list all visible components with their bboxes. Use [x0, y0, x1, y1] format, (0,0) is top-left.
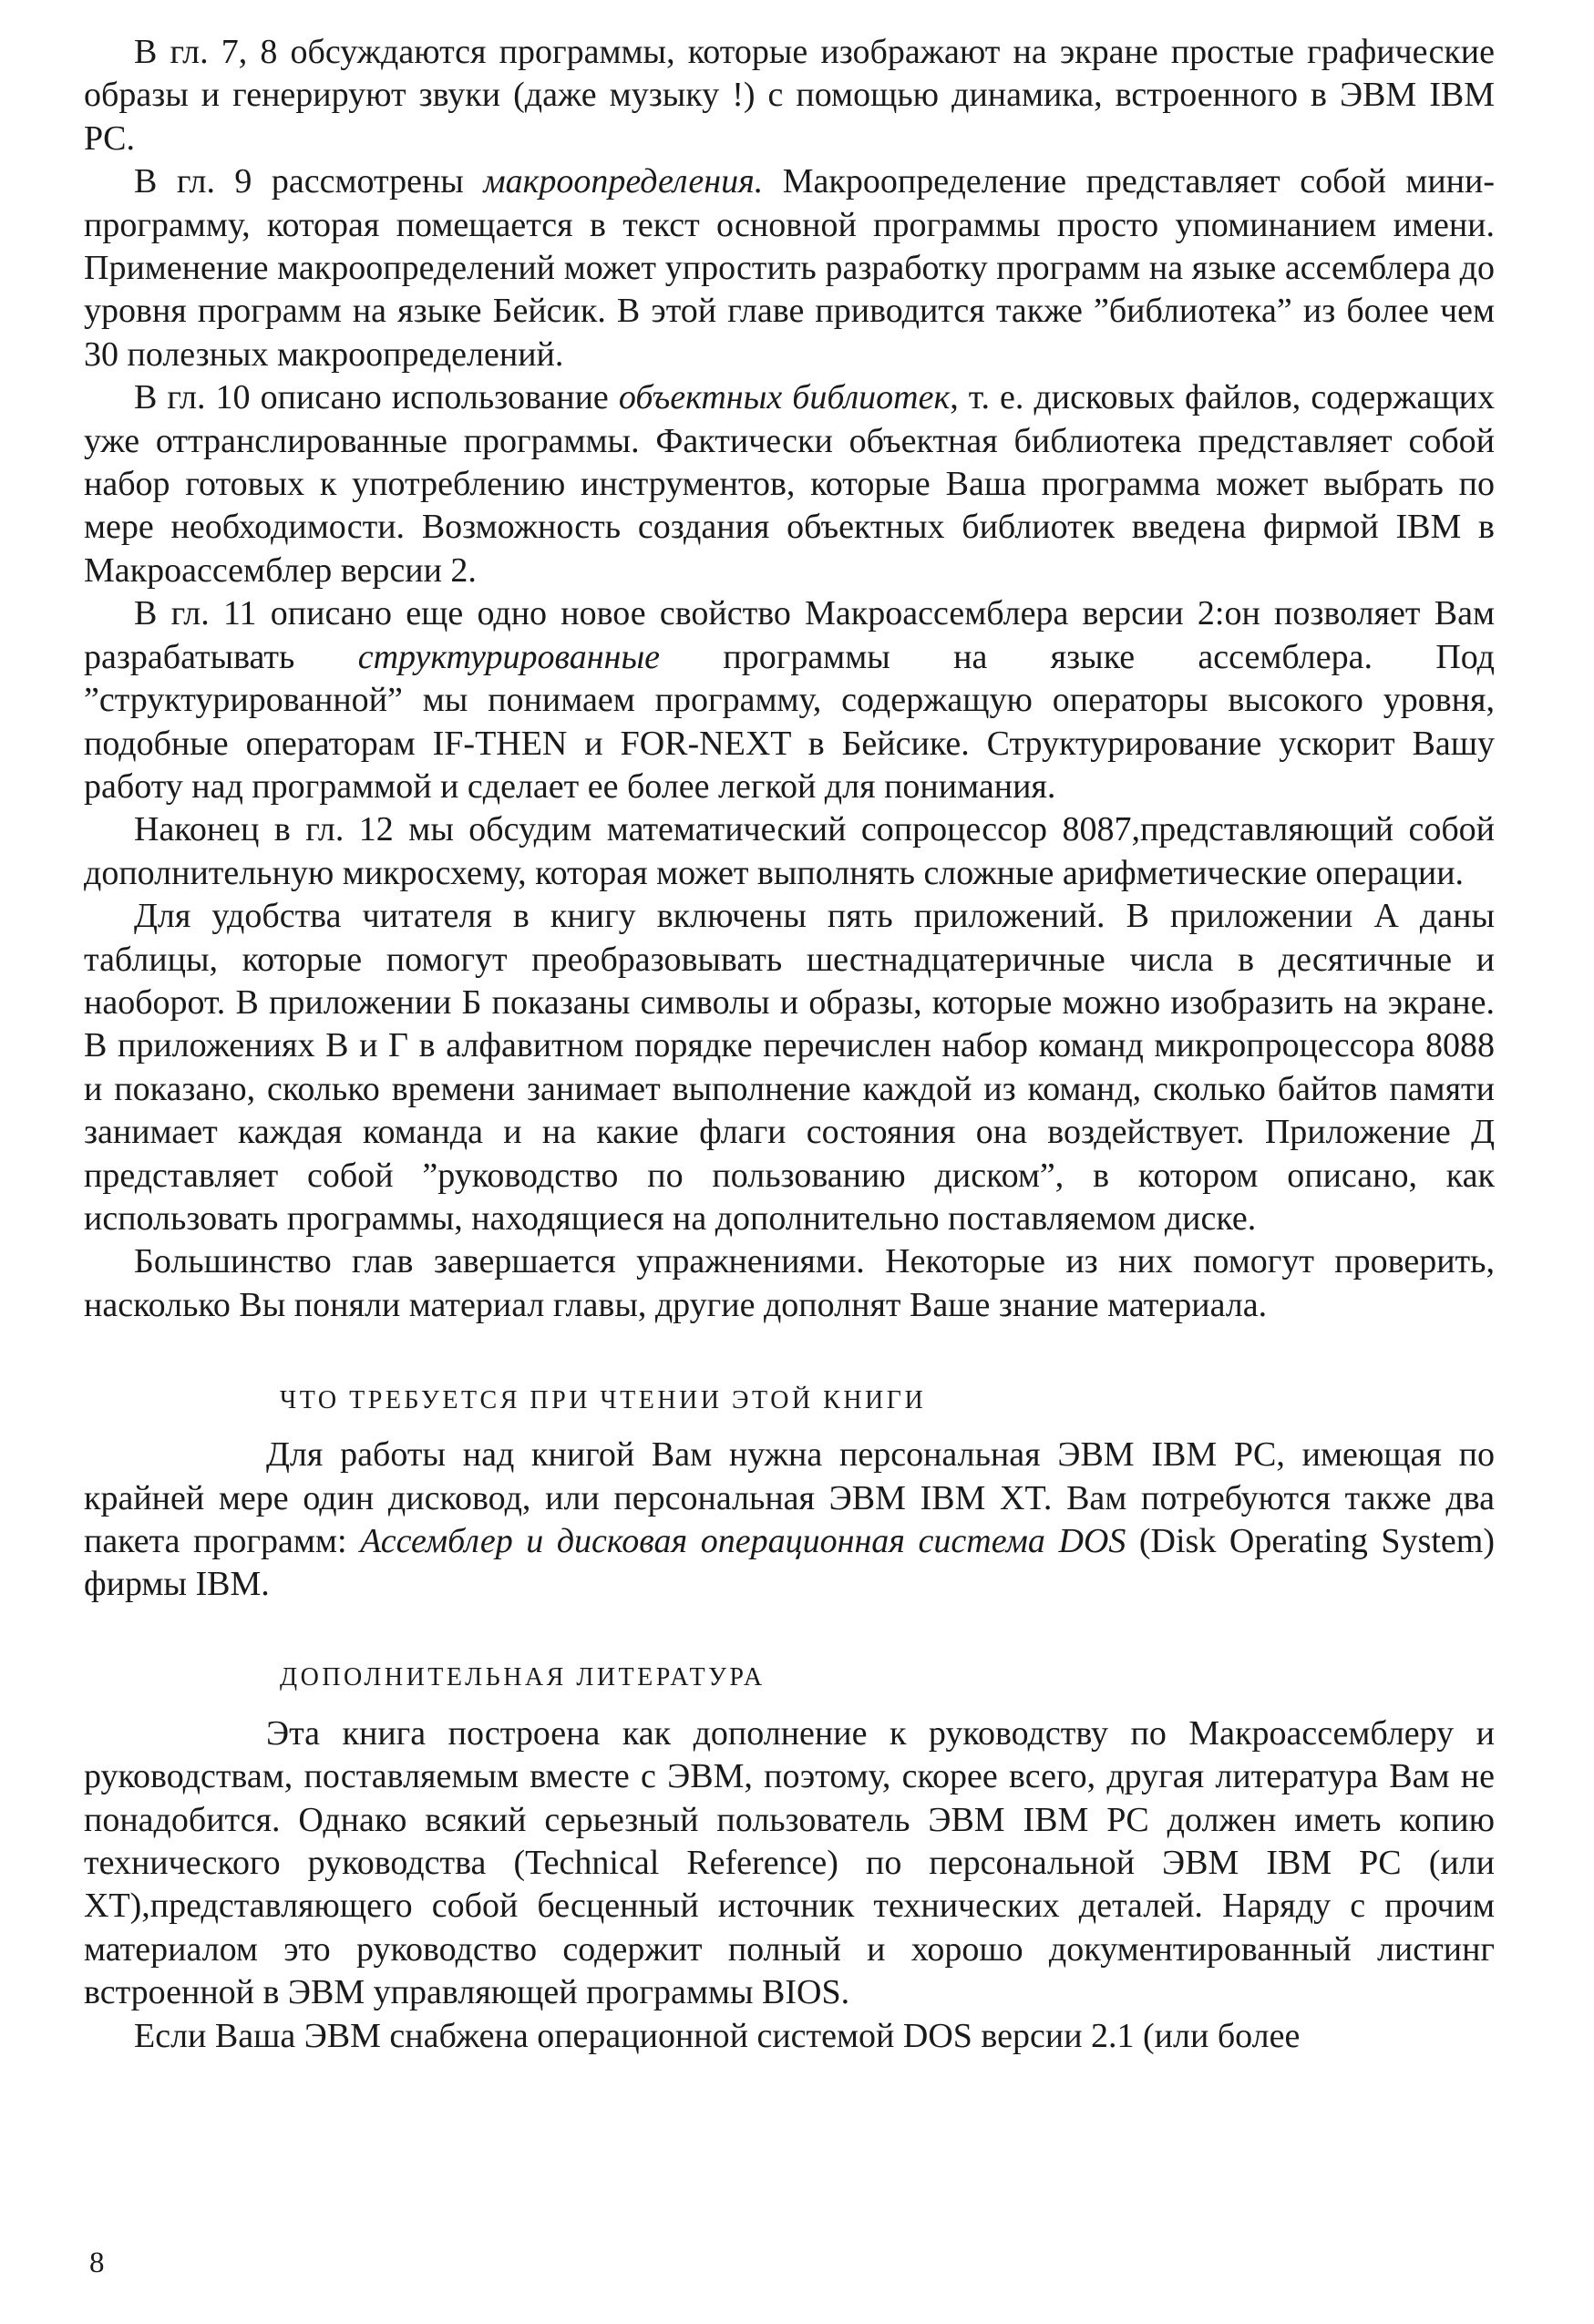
term-assembler-dos: Ассемблер и дисковая операционная система DOS [360, 1522, 1126, 1560]
paragraph-chapters-7-8: В гл. 7, 8 обсуждаются программы, которые изображают на экране простые графические образы и генерируют звуки (даже музыку !) с помощью динамика, встроенного в ЭВМ IBM PC. [84, 33, 1495, 158]
paragraph-dos-version: Если Ваша ЭВМ снабжена операционной системой DOS версии 2.1 (или более [134, 2016, 1301, 2055]
paragraph-further-reading: Эта книга построена как дополнение к руководству по Макроассемблеру и руководствам, поставляемым вместе с ЭВМ, поэтому, скорее всего, другая литература Вам не понадобится. Однако всякий серьезный пользователь ЭВМ IBM PC должен иметь копию технического руководства (Technical Reference) по персональной ЭВМ IBM PC (или XT),представляющего собой бесценный источник технических деталей. Наряду с прочим материалом это руководство содержит полный и хорошо документированный листинг встроенной в ЭВМ управляющей программы BIOS. [84, 1713, 1495, 2012]
paragraph-chapter-10-rest: , т. е. дисковых файлов, содержащих уже оттранслированные программы. Фактически объектная библиотека представляет собой набор готовых к употреблению инструментов, которые Ваша программа может выбрать по мере необходимости. Возможность создания объектных библиотек введена фирмой IBM в Макроассемблер версии 2. [84, 378, 1496, 590]
term-macro-definitions: макроопределения. [483, 162, 764, 201]
term-structured: структурированные [357, 637, 661, 676]
paragraph-chapter-11-rest: программы на языке ассемблера. Под ”структурированной” мы понимаем программу, содержащую операторы высокого уровня, подобные операторам IF-THEN и FOR-NEXT в Бейсике. Структурирование ускорит Вашу работу над программой и сделает ее более легкой для понимания. [84, 637, 1495, 806]
paragraph-chapter-11-start: В гл. 11 описано еще одно новое свойство Макроассемблера версии 2:он позволяет Вам разрабатывать [84, 594, 1495, 676]
paragraph-appendices: Для удобства читателя в книгу включены пять приложений. В приложении А даны таблицы, которые помогут преобразовывать шестнадцатеричные числа в десятичные и наоборот. В приложении Б показаны символы и образы, которые можно изобразить на экране. В приложениях В и Г в алфавитном порядке перечислен набор команд микропроцессора 8088 и показано, сколько времени занимает выполнение каждой из команд, сколько байтов памяти занимает каждая команда и на какие флаги состояния она воздействует. Приложение Д представляет собой ”руководство по пользованию диском”, в котором описано, как использовать программы, находящиеся на дополнительно поставляемом диске. [84, 897, 1495, 1238]
paragraph-chapter-11 [84, 592, 1495, 808]
paragraph-chapter-9 [84, 160, 1495, 376]
section-heading-requirements: ЧТО ТРЕБУЕТСЯ ПРИ ЧТЕНИИ ЭТОЙ КНИГИ [280, 1386, 927, 1415]
page-body [84, 31, 1495, 2058]
paragraph-requirements-rest: (Disk Operating System) фирмы IBM. [84, 1522, 1495, 1604]
term-object-libraries: объектных библиотек [618, 378, 951, 417]
paragraph-chapter-10 [84, 376, 1495, 592]
paragraph-chapter-12: Наконец в гл. 12 мы обсудим математический сопроцессор 8087,представляющий собой дополнительную микросхему, которая может выполнять сложные арифметические операции. [84, 810, 1495, 892]
paragraph-chapter-9-start: В гл. 9 рассмотрены [134, 162, 484, 201]
paragraph-exercises: Большинство глав завершается упражнениями. Некоторые из них помогут проверить, насколько Вы поняли материал главы, другие дополнят Ваше знание материала. [84, 1242, 1495, 1324]
page-number: 8 [89, 2247, 105, 2279]
section-heading-further-reading: ДОПОЛНИТЕЛЬНАЯ ЛИТЕРАТУРА [280, 1662, 766, 1692]
paragraph-chapter-10-start: В гл. 10 описано использование [134, 378, 619, 417]
paragraph-requirements [84, 1434, 1495, 1607]
paragraph-requirements-start: Для работы над книгой Вам нужна персональная ЭВМ IBM PC, имеющая по крайней мере один дисковод, или персональная ЭВМ IBM XT. Вам потребуются также два пакета программ: [84, 1435, 1495, 1560]
paragraph-chapter-9-rest: Макроопределение представляет собой мини-программу, которая помещается в текст основной программы просто упоминанием имени. Применение макроопределений может упростить разработку программ на языке ассемблера до уровня программ на языке Бейсик. В этой главе приводится также ”библиотека” из более чем 30 полезных макроопределений. [84, 162, 1495, 374]
